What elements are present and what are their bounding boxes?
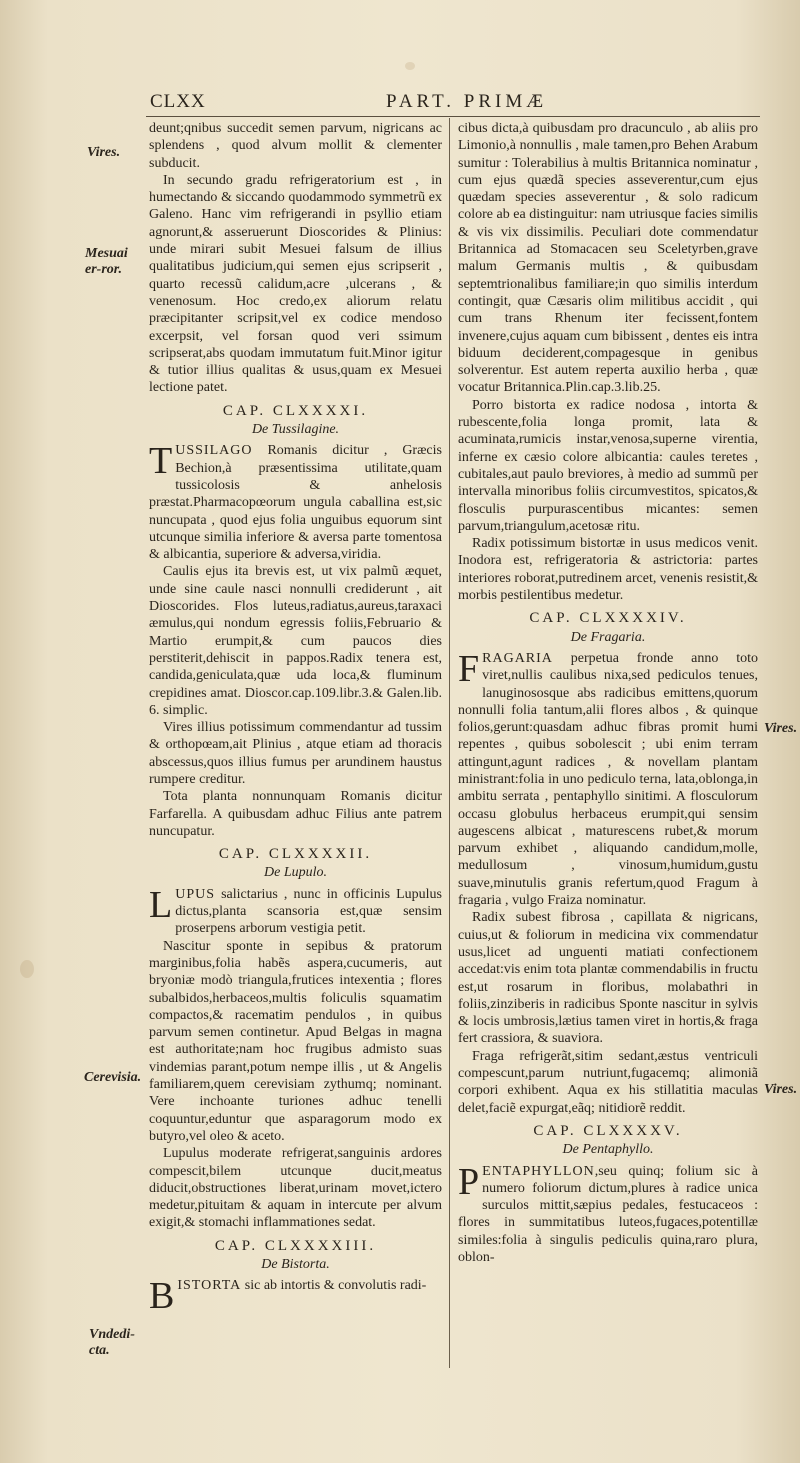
paragraph — [149, 1275, 442, 1318]
lead-word: UPUS — [175, 886, 216, 902]
paragraph: Tota planta nonnunquam Romanis dicitur Farfarella. A quibusdam adhuc Filius ante patrem nuncupatur. — [149, 789, 442, 839]
paragraph-text: sic ab intortis & convolutis radi- — [241, 1278, 427, 1294]
paragraph: Fraga refrigerãt,sitim sedant,æstus ventriculi compescunt,parum nutriunt,fugacemq; alimoniã corpori exhibent. Aqua ex his stillatitia maculas delet,faciẽ expurgat,eãq; nitidiorẽ reddit. — [458, 1048, 758, 1116]
paragraph — [458, 1160, 758, 1267]
chapter-title: De Lupulo. — [264, 865, 327, 881]
paragraph: Lupulus moderate refrigerat,sanguinis ardores compescit,bilem utcunque ducit,meatus diducit,obstructiones liberat,urinam movet,ictero medetur,pituitam & aquam in intercute per alvum exigit,& stomachi inflammationes sedat. — [149, 1146, 442, 1231]
chapter-title: De Pentaphyllo. — [562, 1142, 654, 1158]
paragraph — [149, 442, 442, 563]
paragraph: Porro bistorta ex radice nodosa , intorta & rubescente,folia longa promit, lata & acuminata,rumicis instar,venosa,superne virentia, inferne ex cæsio colore albicantia: caules teretes , cubitales,aut paulo breviores, à medio ad summũ per intervalla minoribus foliis circumvestitos, spicatos,& flosculis purpurascentibus micantes: semen parvum,triangulum,acetosæ ritu. — [458, 397, 758, 534]
page-number: CLXX — [150, 91, 206, 112]
paragraph: cibus dicta,à quibusdam pro dracunculo , ab aliis pro Limonio,à nonnullis , male tamen,pro Behen Arabum sumitur : Tolerabilius à multis Britannica nominatur , cum ejus quædã species asseverentur,cum ejus quædam species asseverentur , & solo radicum colore ab ea distinguitur: nam utriusque facies similis & vis vix dissimilis. Peculiari dote commendatur Britannica ad Stomacacen seu Sceletyrben,grave malum Germanis multis , & quibusdam septemtrionalibus familiare;in quo similis interdum contingit, quæ Cæsaris olim militibus accidit , qui cum trans Rhenum iter fecissent,fontem invenere,cujus aquam cum bibissent , dentes eis intra biduum deciderent,compagesque in genibus solverentur. Est autem reperta auxilio herba , quæ vocatur Britannica.Plin.cap.3.lib.25. — [458, 121, 758, 396]
running-header: PART. PRIMÆ — [386, 91, 548, 112]
lead-word: USSILAGO — [175, 443, 253, 459]
lead-word: RAGARIA — [482, 650, 553, 666]
paragraph: Radix potissimum bistortæ in usus medicos venit. Inodora est, refrigeratoria & astrictoria: partes interiores roborat,putredinem arcet, venenis resistit,& morbis pestilentibus medetur. — [458, 536, 758, 604]
margin-note-vndedicta: Vndedi-cta. — [89, 1327, 135, 1358]
paragraph: Caulis ejus ita brevis est, ut vix palmũ æquet, unde sine caule nasci nonnulli crediderunt , ait Dioscorides. Flos luteus,radiatus,aureus,taraxaci æmulus,qui nondum egressis foliis,Februario & Martio erumpit,& cum paucos dies perstiterit,dehiscit in pappos.Radix tenera est, candida,geniculata,quæ uda loca,& fluminum crepidines amat. Dioscor.cap.109.libr.3.& Galen.lib. 6. simplic. — [149, 564, 442, 718]
margin-note-cerevisia: Cerevisia. — [84, 1070, 142, 1085]
margin-note-vires-3: Vires. — [764, 1082, 798, 1097]
lead-word: ENTAPHYLLON — [482, 1163, 595, 1179]
drop-cap: F — [458, 647, 480, 690]
chapter-heading: CAP. CLXXXXIII. — [214, 1237, 377, 1254]
margin-note-mesuai: Mesuai er-ror. — [85, 246, 128, 277]
ink-spot — [405, 62, 415, 70]
chapter-heading: CAP. CLXXXXV. — [533, 1122, 683, 1139]
paragraph: Radix subest fibrosa , capillata & nigricans, cuius,ut & foliorum in medicina vix commendatur usus,licet ad unguenti matiati confectionem accedat:vis enim tota plantæ commendabilis in fructu est,ut rosarum in floribus, molabathri in foliis,zinziberis in radicibus Sponte nascitur in sylvis & locis umbrosis,lætius tamen viret in hortis,& fraga fert crassiora, & suaviora. — [458, 910, 758, 1047]
paragraph-text: ,seu quinq; folium sic à numero foliorum dictum,plures à radice unica surculos mittit,sæpius pedales, festucaceos : flores in summitatibus luteos,fugaces,potentillæ similes:folia à singulis pediculis quina,raro plura, oblon- — [458, 1163, 758, 1265]
paragraph-text: salictarius , nunc in officinis Lupulus dictus,planta scansoria est,quæ sensim proserpens arborum vestigia petit. — [175, 886, 442, 937]
paragraph — [458, 647, 758, 909]
header-rule — [146, 116, 760, 117]
right-column — [458, 120, 758, 1410]
margin-note-vires-2: Vires. — [764, 721, 798, 736]
chapter-heading: CAP. CLXXXXIV. — [529, 610, 687, 627]
margin-note-vires: Vires. — [87, 145, 121, 160]
chapter-title: De Bistorta. — [261, 1257, 330, 1272]
paragraph: Nascitur sponte in sepibus & pratorum marginibus,folia habẽs aspera,cucumeris, aut bryoniæ modò triangula,frutices intexentia ; flores subalbidos,herbaceos,multis foliculis squamatim compactos,& racematim pendulos , in quibus parvum semen continetur. Apud Belgas in magna est authoritate;nam hoc frugibus admisto suas vindemias parant,potum nempe illis , ut & Angelis familiarem,quem cerevisiam zythumq; nominant. Vere inchoante turiones adhuc tenelli coquuntur,eduntur que asparagorum modo ex butyro,vel oleo & aceto. — [149, 938, 442, 1144]
paragraph: In secundo gradu refrigeratorium est , in humectando & siccando quodammodo symmetrũ ex Galeno. Hanc vim refrigerandi in psyllio etiam agnorunt,& asseruerunt Dioscorides & Plinius: unde mirari subit Mesuei falsum de illius qualitatibus judicium,qui semen ejus scripserit , quarto recessũ calidum,acre ,ulcerans , & venenosum. Hoc credo,ex aliorum relatu præcipitanter scripsit,vel ex codice mendoso excerpsit, vel forsan quod veri ssimum scripserat,abs quodam immutatum fuit.Minor igitur & tutior illius qualitas & usus,quam ex Mesuei lectione patet. — [149, 172, 442, 396]
column-divider — [449, 118, 450, 1368]
paragraph-text: Romanis dicitur , Græcis Bechion,à præsentissima utilitate,quam tussicolosis & anhelosis præstat.Pharmacopœorum ungula caballina est,sic nuncupata , quod ejus folia unguibus equorum sint utcunque similia inferiore & aversa parte tomentosa & albicantia, superiore & adversa,viridia. — [149, 443, 442, 563]
chapter-heading: CAP. CLXXXXII. — [218, 846, 373, 863]
chapter-title: De Tussilagine. — [251, 422, 340, 438]
left-column — [149, 120, 442, 1410]
drop-cap: B — [149, 1275, 175, 1318]
paragraph: Vires illius potissimum commendantur ad tussim & orthopœam,ait Plinius , atque etiam ad thoracis abscessus,quos illius fumus per arundinem haustus rumpere creditur. — [149, 720, 442, 787]
paragraph — [149, 883, 442, 938]
drop-cap: T — [149, 440, 173, 483]
stain — [20, 960, 34, 978]
paragraph: deunt;qnibus succedit semen parvum, nigricans ac splendens , quod alvum mollit & clementer subducit. — [149, 121, 442, 171]
chapter-title: De Fragaria. — [570, 629, 646, 645]
chapter-heading: CAP. CLXXXXI. — [222, 402, 369, 419]
drop-cap: P — [458, 1160, 480, 1203]
paragraph-text: perpetua fronde anno toto viret,nullis caulibus nixa,sed pediculos tenues, lanuginososque abs radicibus emittens,quorum nonnulli folia tantum,alii flores albos , & quinque folios,gerunt:quasdam adhuc fibras promit humi repentes , quibus sobolescit ; ubi enim terram attingunt,agunt radices , & novellam plantam ministrant:folia in uno pediculo terna, lata,oblonga,in ambitu serrata , pentaphyllo sinitimi. A flosculorum occasu globulus herbaceus erumpit,qui sensim augescens albicat , maturescens rubet,& morum parvum exhibet , aliquando candidum,molle, medullosum , vinosum,humidum,gustu suave,minutulis granis refertum,quod Fragum à fragaria , vulgo Fraiza nominatur. — [458, 650, 758, 909]
lead-word: ISTORTA — [177, 1278, 242, 1294]
drop-cap: L — [149, 883, 173, 926]
